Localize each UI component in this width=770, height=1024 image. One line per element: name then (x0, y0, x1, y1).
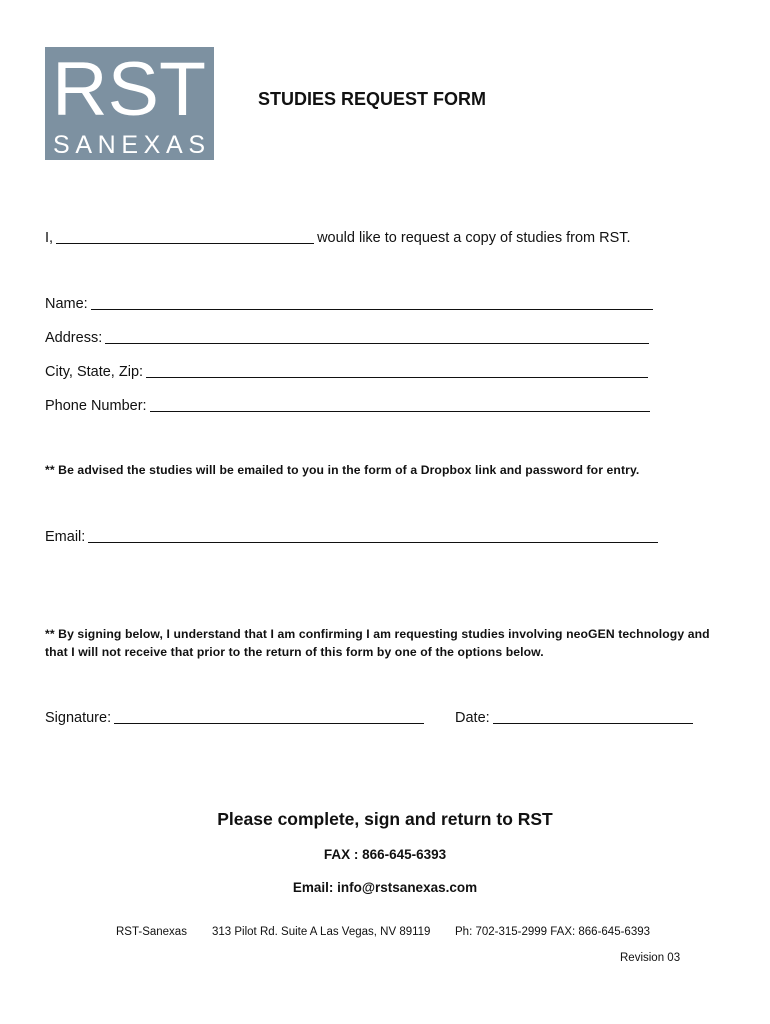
logo-sanexas-text: SANEXAS (53, 131, 205, 159)
phone-field[interactable] (150, 397, 650, 412)
intro-prefix: I, (45, 230, 54, 246)
signature-row (45, 709, 427, 726)
date-field[interactable] (493, 709, 693, 724)
city-state-zip-field[interactable] (146, 363, 648, 378)
requester-name-blank[interactable] (56, 229, 314, 244)
address-row (45, 329, 652, 346)
footer-phones: Ph: 702-315-2999 FAX: 866-645-6393 (455, 926, 651, 938)
address-label: Address: (45, 330, 103, 346)
email-label: Email: (45, 529, 86, 545)
intro-line (45, 229, 631, 246)
date-row (455, 709, 696, 726)
revision-label: Revision 03 (620, 952, 681, 964)
date-label: Date: (455, 710, 490, 726)
email-row (45, 528, 661, 545)
footer-company: RST-Sanexas (116, 926, 187, 938)
name-field[interactable] (91, 295, 653, 310)
dropbox-note: ** Be advised the studies will be emailed to you in the form of a Dropbox link and password for entry. (45, 463, 640, 477)
form-title: STUDIES REQUEST FORM (258, 89, 487, 109)
rst-sanexas-logo (45, 47, 214, 160)
signature-label: Signature: (45, 710, 112, 726)
logo-rst-text: RST (52, 47, 206, 132)
address-field[interactable] (105, 329, 649, 344)
footer-address: 313 Pilot Rd. Suite A Las Vegas, NV 89119 (212, 926, 431, 938)
email-field[interactable] (88, 528, 658, 543)
name-row (45, 295, 656, 312)
return-email: Email: info@rstsanexas.com (292, 880, 478, 895)
name-label: Name: (45, 296, 88, 312)
phone-label: Phone Number: (45, 398, 147, 414)
signing-note-line-2: that I will not receive that prior to the return of this form by one of the options below. (45, 645, 544, 659)
intro-suffix: would like to request a copy of studies from RST. (317, 230, 631, 246)
signing-note-line-1: ** By signing below, I understand that I am confirming I am requesting studies involving neoGEN technology and (45, 627, 710, 641)
signature-field[interactable] (114, 709, 424, 724)
city-state-zip-row (45, 363, 651, 380)
return-heading: Please complete, sign and return to RST (217, 809, 553, 829)
phone-row (45, 397, 653, 414)
return-fax: FAX : 866-645-6393 (323, 847, 447, 862)
city-state-zip-label: City, State, Zip: (45, 364, 144, 380)
